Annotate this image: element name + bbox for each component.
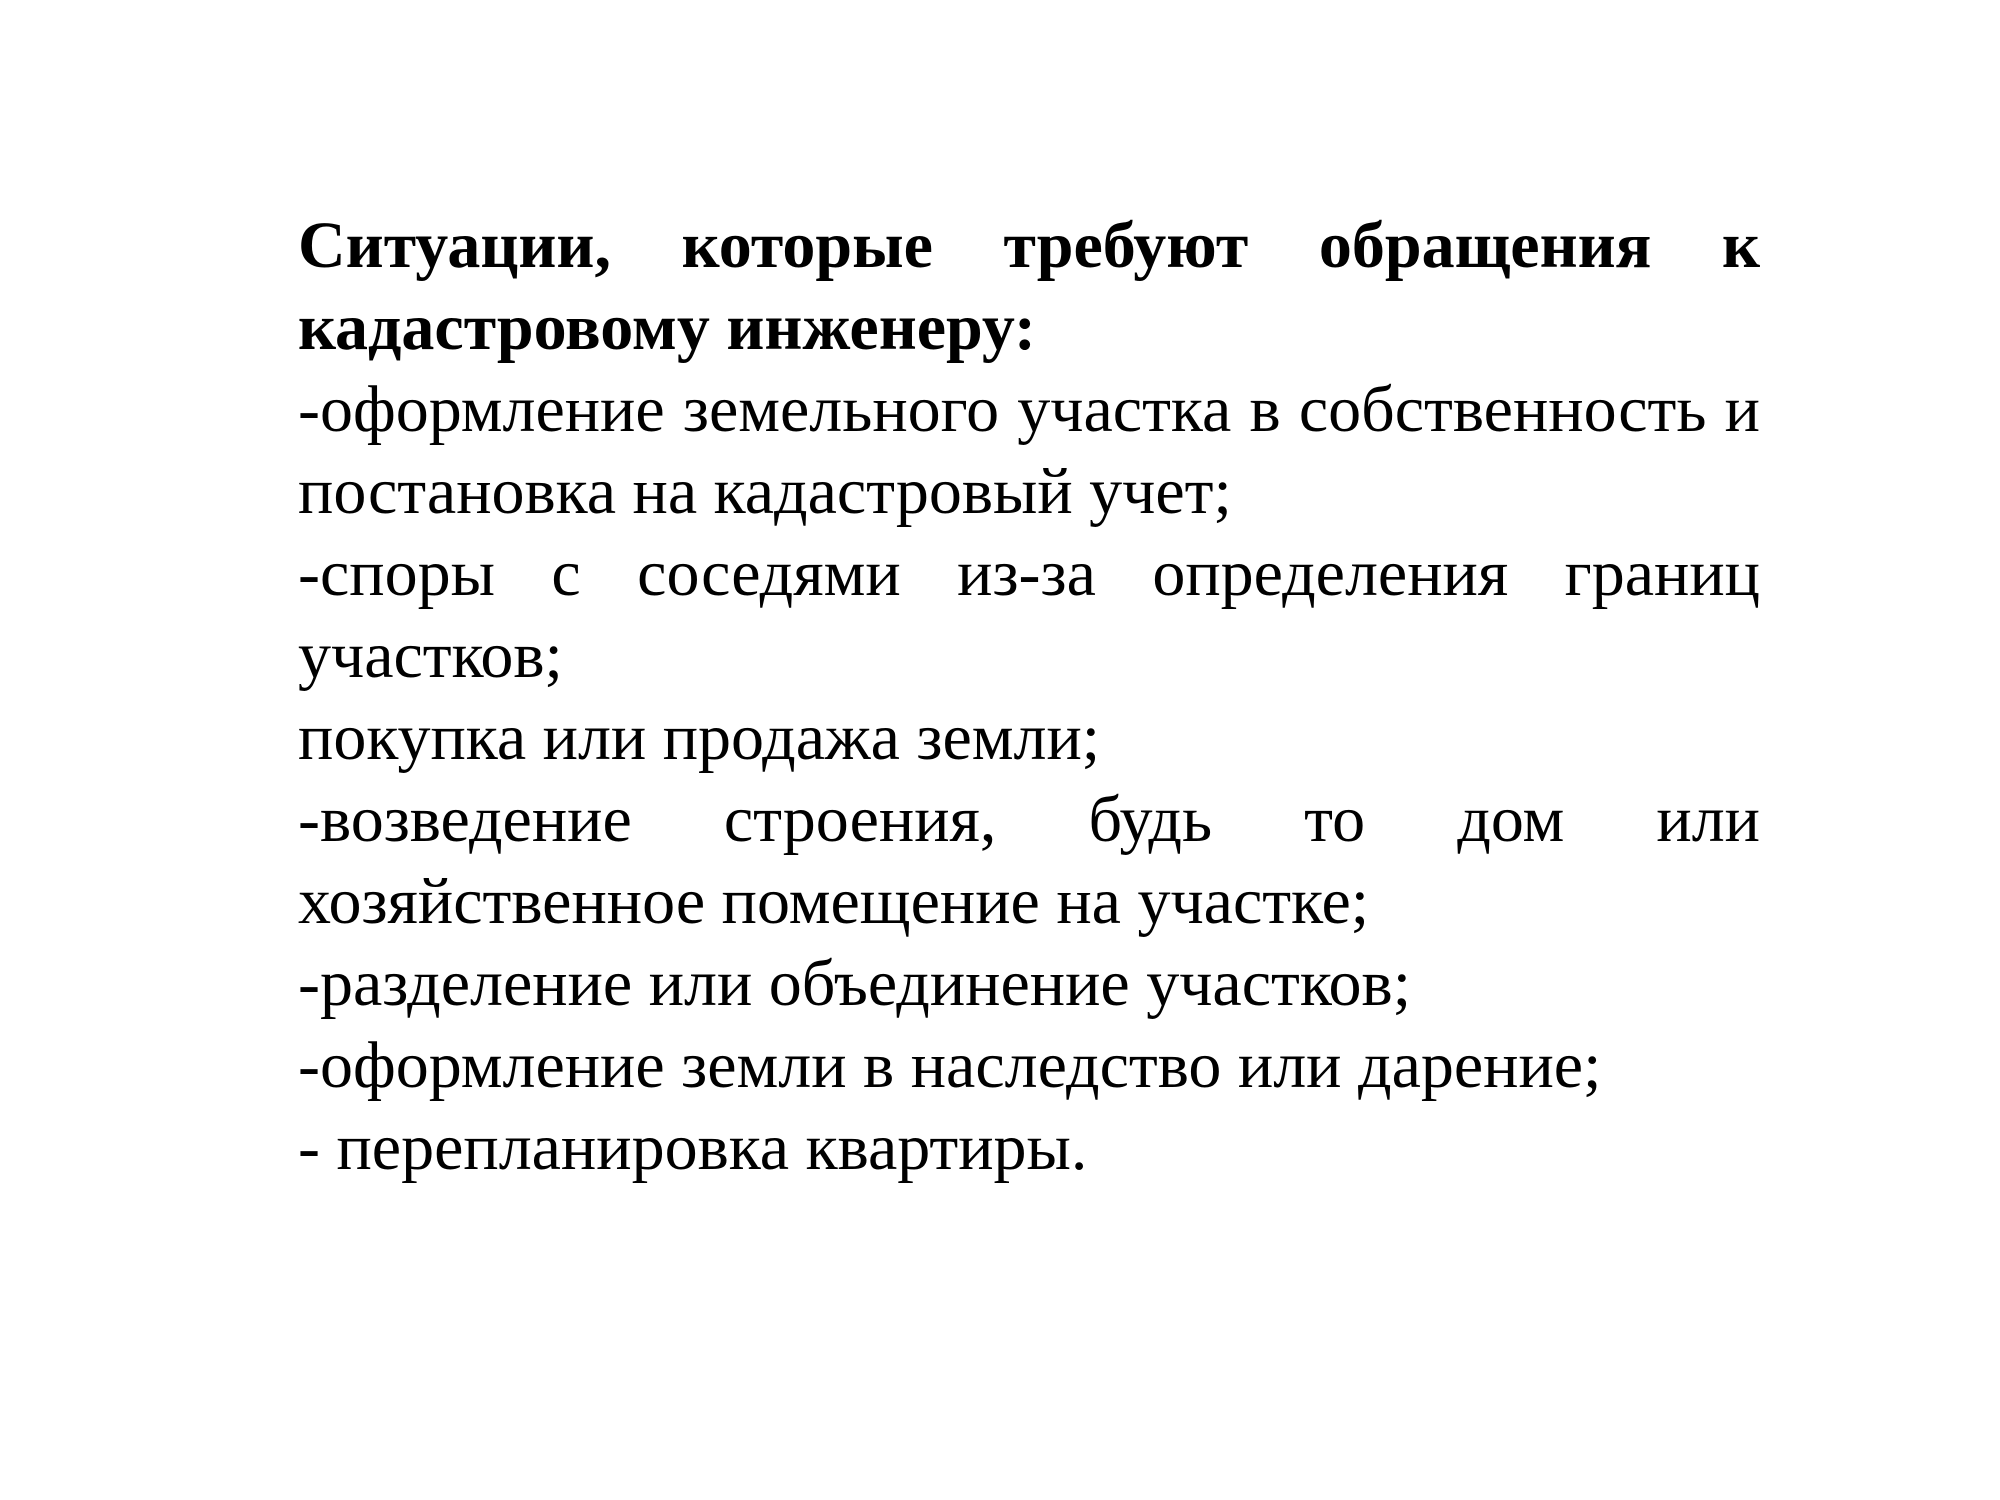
list-item: -споры с соседями из-за определения границ участков; (298, 537, 1760, 692)
list-item: - перепланировка квартиры. (298, 1111, 1088, 1184)
list-item: -оформление земельного участка в собственность и постановка на кадастровый учет; (298, 373, 1760, 528)
list-item: -разделение или объединение участков; (298, 947, 1412, 1020)
list-item: покупка или продажа земли; (298, 701, 1101, 774)
slide-heading: Ситуации, которые требуют обращения к кадастровому инженеру: (298, 209, 1760, 364)
list-item: -возведение строения, будь то дом или хозяйственное помещение на участке; (298, 783, 1760, 938)
list-item: -оформление земли в наследство или дарение; (298, 1029, 1602, 1102)
slide-text-block (298, 205, 1760, 1189)
